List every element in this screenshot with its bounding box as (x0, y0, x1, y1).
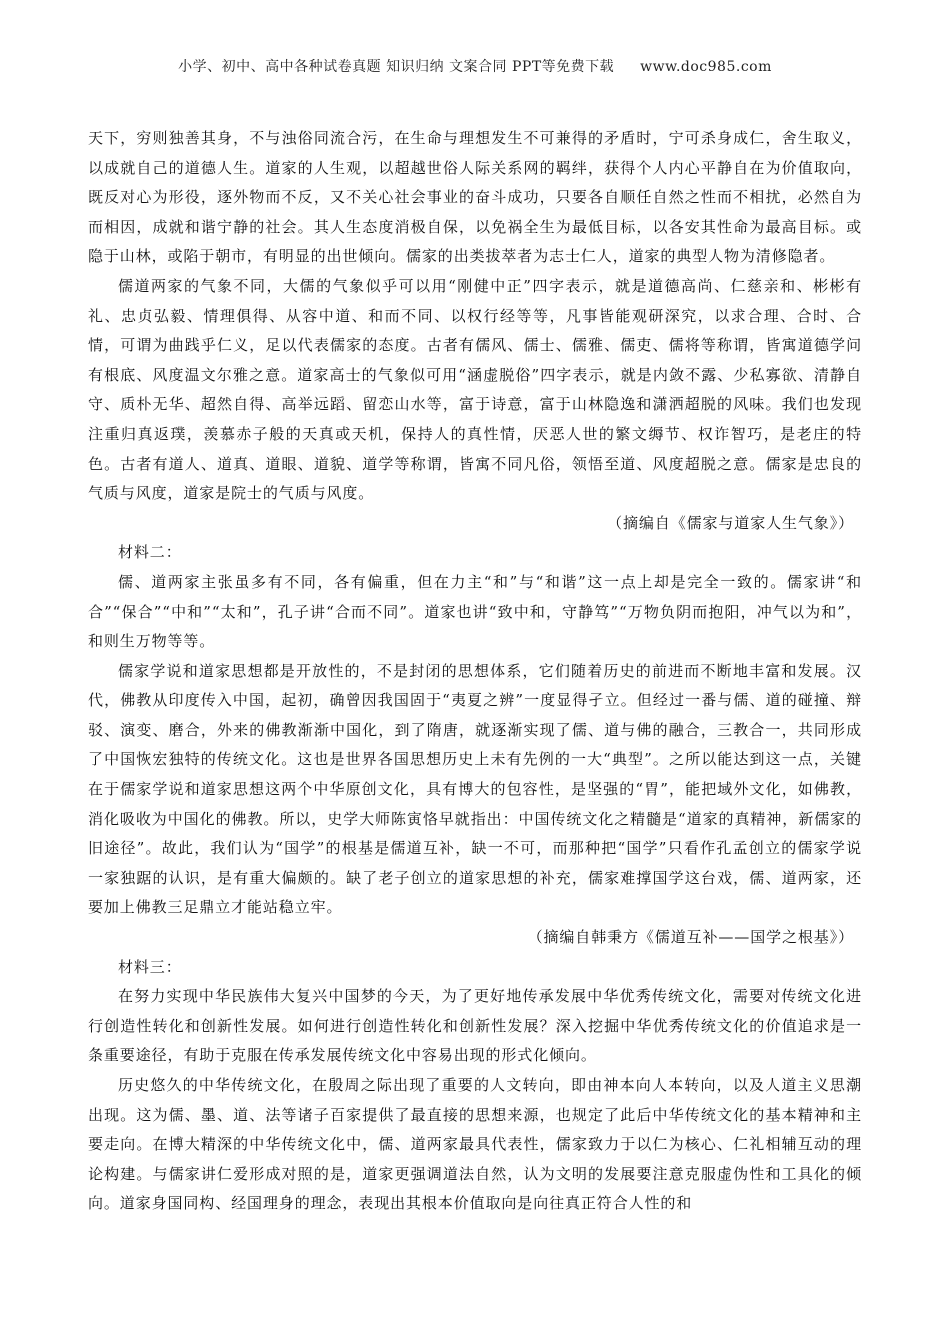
document-body (88, 124, 862, 1219)
material-label: 材料二： (118, 543, 182, 562)
source-citation: （摘编自韩秉方《儒道互补——国学之根基》） (527, 928, 854, 947)
paragraph: 儒道两家的气象不同，大儒的气象似乎可以用“刚健中正”四字表示，就是道德高尚、仁慈亲和、彬彬有礼、忠贞弘毅、情理俱得、从容中道、和而不同、以权行经等等，凡事皆能观研深究，以求合理、合时、合情，可谓为曲践乎仁义，足以代表儒家的态度。古者有儒风、儒士、儒雅、儒吏、儒将等称谓，皆寓道德学问有根底、风度温文尔雅之意。道家高士的气象似可用“涵虚脱俗”四字表示，就是内敛不露、少私寡欲、清静自守、质朴无华、超然自得、高举远蹈、留恋山水等，富于诗意，富于山林隐逸和潇洒超脱的风味。我们也发现注重归真返璞，羡慕赤子般的天真或天机，保持人的真性情，厌恶人世的繁文缛节、权诈智巧，是老庄的特色。古者有道人、道真、道眼、道貌、道学等称谓，皆寓不同凡俗，领悟至道、风度超脱之意。儒家是忠良的气质与风度，道家是院士的气质与风度。 (88, 276, 862, 503)
header-text: 小学、初中、高中各种试卷真题 知识归纳 文案合同 PPT等免费下载 (178, 59, 615, 75)
header-site: www.doc985.com (640, 59, 772, 75)
page-header (0, 56, 950, 76)
source-citation: （摘编自《儒家与道家人生气象》） (607, 513, 854, 532)
material-label: 材料三： (118, 957, 182, 976)
paragraph: 儒家学说和道家思想都是开放性的，不是封闭的思想体系，它们随着历史的前进而不断地丰富和发展。汉代，佛教从印度传入中国，起初，确曾因我国固于“夷夏之辨”一度显得孑立。但经过一番与儒、道的碰撞、辩驳、演变、磨合，外来的佛教渐渐中国化，到了隋唐，就逐渐实现了儒、道与佛的融合，三教合一，共同形成了中国恢宏独特的传统文化。这也是世界各国思想历史上未有先例的一大“典型”。之所以能达到这一点，关键在于儒家学说和道家思想这两个中华原创文化，具有博大的包容性，是坚强的“胃”，能把域外文化，如佛教，消化吸收为中国化的佛教。所以，史学大师陈寅恪早就指出：中国传统文化之精髓是“道家的真精神，新儒家的旧途径”。故此，我们认为“国学”的根基是儒道互补，缺一不可，而那种把“国学”只看作孔孟创立的儒家学说一家独踞的认识，是有重大偏颇的。缺了老子创立的道家思想的补充，儒家难撑国学这台戏，儒、道两家，还要加上佛教三足鼎立才能站稳立牢。 (88, 661, 862, 917)
paragraph: 儒、道两家主张虽多有不同，各有偏重，但在力主“和”与“和谐”这一点上却是完全一致的。儒家讲“和合”“保合”“中和”“太和”，孔子讲“合而不同”。道家也讲“致中和，守静笃”“万物负阴而抱阳，冲气以为和”，和则生万物等等。 (88, 572, 862, 651)
paragraph: 在努力实现中华民族伟大复兴中国梦的今天，为了更好地传承发展中华优秀传统文化，需要对传统文化进行创造性转化和创新性发展。如何进行创造性转化和创新性发展？深入挖掘中华优秀传统文化的价值追求是一条重要途径，有助于克服在传承发展传统文化中容易出现的形式化倾向。 (88, 987, 862, 1065)
paragraph-continued: 天下，穷则独善其身，不与浊俗同流合污，在生命与理想发生不可兼得的矛盾时，宁可杀身成仁，舍生取义，以成就自己的道德人生。道家的人生观，以超越世俗人际关系网的羁绊，获得个人内心平静自在为价值取向，既反对心为形役，逐外物而不反，又不关心社会事业的奋斗成功，只要各自顺任自然之性而不相扰，必然自为而相因，成就和谐宁静的社会。其人生态度消极自保，以免祸全生为最低目标，以各安其性命为最高目标。或隐于山林，或陷于朝市，有明显的出世倾向。儒家的出类拔萃者为志士仁人，道家的典型人物为清修隐者。 (88, 129, 862, 266)
paragraph: 历史悠久的中华传统文化，在殷周之际出现了重要的人文转向，即由神本向人本转向，以及人道主义思潮出现。这为儒、墨、道、法等诸子百家提供了最直接的思想来源，也规定了此后中华传统文化的基本精神和主要走向。在博大精深的中华传统文化中，儒、道两家最具代表性，儒家致力于以仁为核心、仁礼相辅互动的理论构建。与儒家讲仁爱形成对照的是，道家更强调道法自然，认为文明的发展要注意克服虚伪性和工具化的倾向。道家身国同构、经国理身的理念，表现出其根本价值取向是向往真正符合人性的和 (88, 1076, 862, 1213)
